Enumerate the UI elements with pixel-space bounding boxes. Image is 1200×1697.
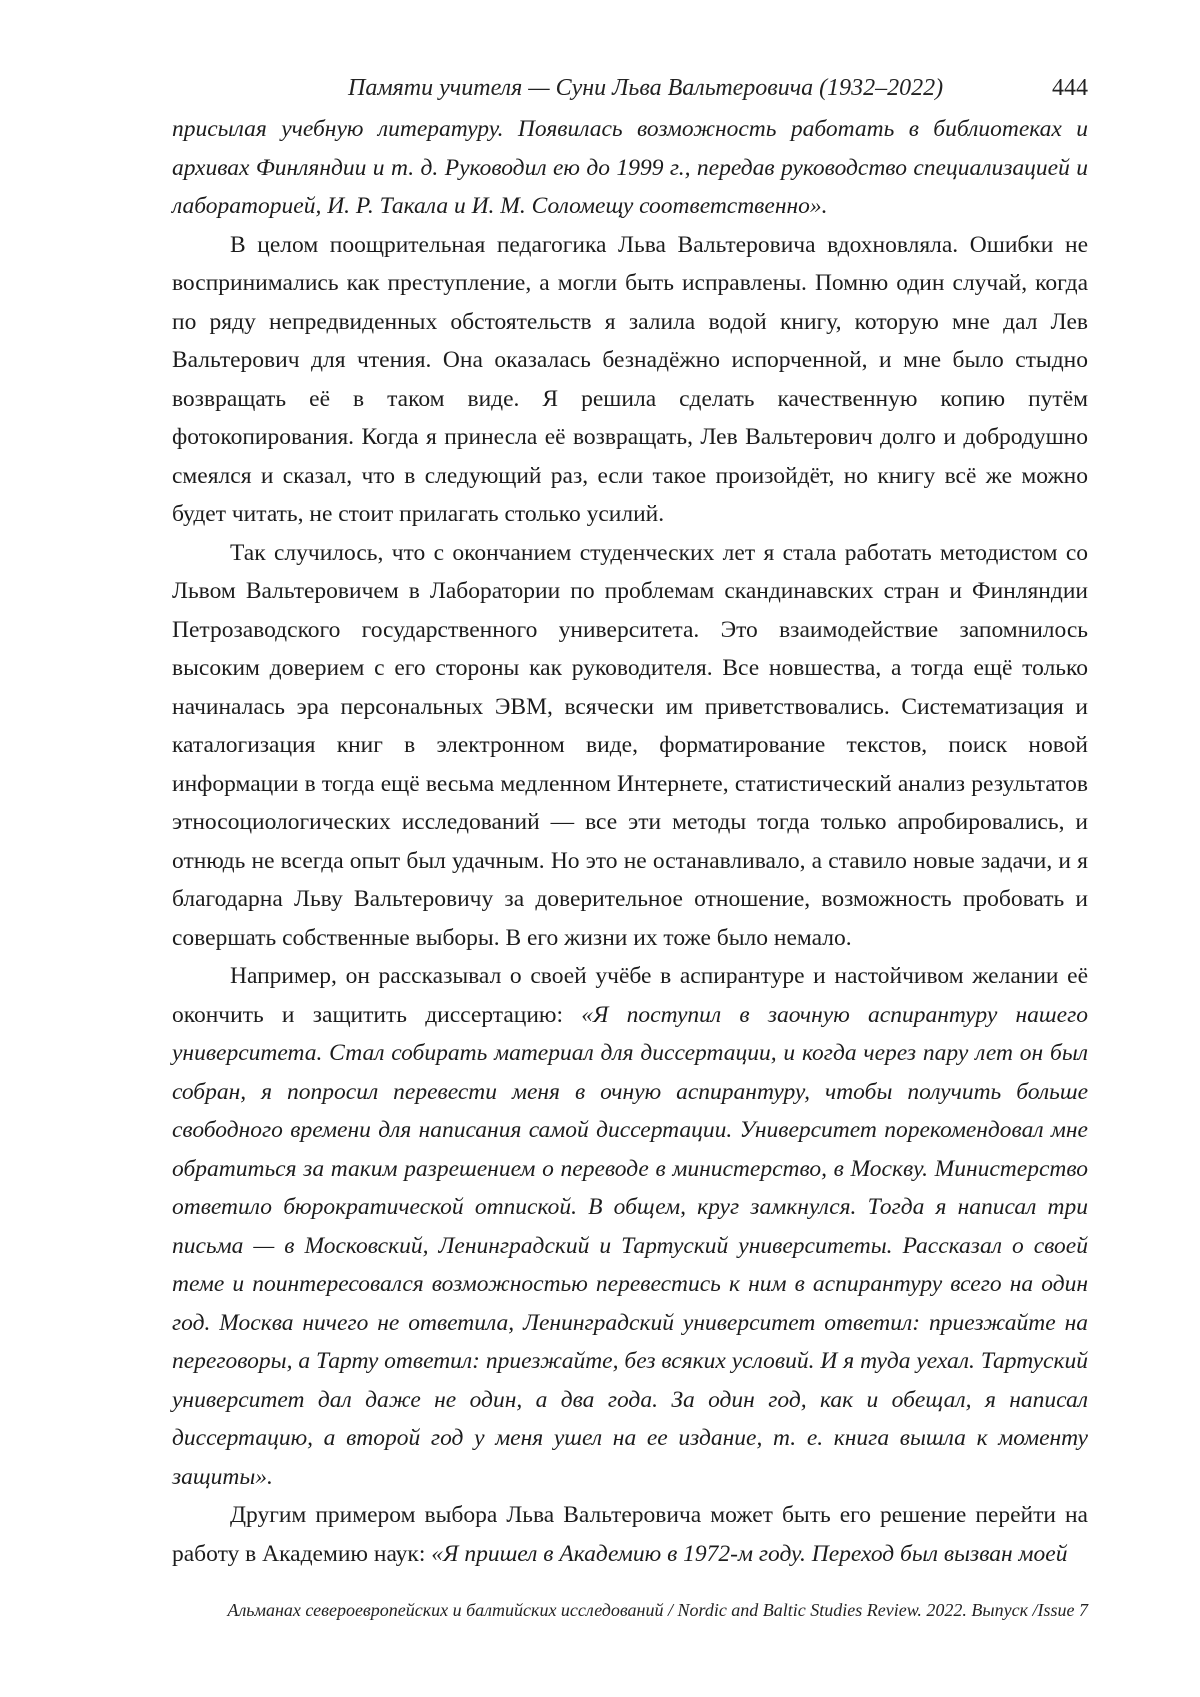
journal-footer: Альманах североевропейских и балтийских исследований / Nordic and Baltic Studies Review. 2022. Выпуск /Issue 7 [227,1600,1088,1620]
paragraph-4-quote: «Я поступил в заочную аспирантуру нашего университета. Стал собирать материал для диссертации, и когда через пару лет он был собран, я попросил перевести меня в очную аспирантуру, чтобы получить больше свободного времени для написания самой диссертации. Университет порекомендовал мне обратиться за таким разрешением о переводе в министерство, в Москву. Министерство ответило бюрократической отпиской. В общем, круг замкнулся. Тогда я написал три письма — в Московский, Ленинградский и Тартуский университеты. Рассказал о своей теме и поинтересовался возможностью перевестись к ним в аспирантуру всего на один год. Москва ничего не ответила, Ленинградский университет ответил: приезжайте на переговоры, а Тарту ответил: приезжайте, без всяких условий. И я туда уехал. Тартуский университет дал даже не один, а два года. За один год, как и обещал, я написал диссертацию, а второй год у меня ушел на ее издание, т. е. книга вышла к моменту защиты». [172,1001,1088,1490]
running-title: Памяти учителя — Суни Льва Вальтеровича (1932–2022) [348,75,944,101]
paragraph-2: В целом поощрительная педагогика Льва Вальтеровича вдохновляла. Ошибки не воспринимались как преступление, а могли быть исправлены. Помню один случай, когда по ряду непредвиденных обстоятельств я залила водой книгу, которую мне дал Лев Вальтерович для чтения. Она оказалась безнадёжно испорченной, и мне было стыдно возвращать её в таком виде. Я решила сделать качественную копию путём фотокопирования. Когда я принесла её возвращать, Лев Вальтерович долго и добродушно смеялся и сказал, что в следующий раз, если такое произойдёт, но книгу всё же можно будет читать, не стоит прилагать столько усилий. [172,231,1088,527]
paragraph-5-quote: «Я пришел в Академию в 1972-м году. Переход был вызван моей [431,1540,1068,1567]
article-body [172,110,1088,1573]
running-header [0,70,1200,106]
paragraph-1: присылая учебную литературу. Появилась возможность работать в библиотеках и архивах Финляндии и т. д. Руководил ею до 1999 г., передав руководство специализацией и лабораторией, И. Р. Такала и И. М. Соломещу соответственно». [172,116,1088,219]
paragraph-4-lead: Например, он рассказывал о своей учёбе в аспирантуре и настойчивом желании её окончить и защитить диссертацию: [172,963,1088,1028]
paragraph-4 [172,957,1088,1496]
paragraph-5 [172,1496,1088,1573]
paragraph-5-lead: Другим примером выбора Льва Вальтеровича может быть его решение перейти на работу в Академию наук: [172,1502,1088,1567]
paragraph-3: Так случилось, что с окончанием студенческих лет я стала работать методистом со Львом Вальтеровичем в Лаборатории по проблемам скандинавских стран и Финляндии Петрозаводского государственного университета. Это взаимодействие запомнилось высоким доверием с его стороны как руководителя. Все новшества, а тогда ещё только начиналась эра персональных ЭВМ, всячески им приветствовались. Систематизация и каталогизация книг в электронном виде, форматирование текстов, поиск новой информации в тогда ещё весьма медленном Интернете, статистический анализ результатов этносоциологических исследований — все эти методы тогда только апробировались, и отнюдь не всегда опыт был удачным. Но это не останавливало, а ставило новые задачи, и я благодарна Льву Вальтеровичу за доверительное отношение, возможность пробовать и совершать собственные выборы. В его жизни их тоже было немало. [172,539,1088,951]
page-number: 444 [1052,75,1088,101]
